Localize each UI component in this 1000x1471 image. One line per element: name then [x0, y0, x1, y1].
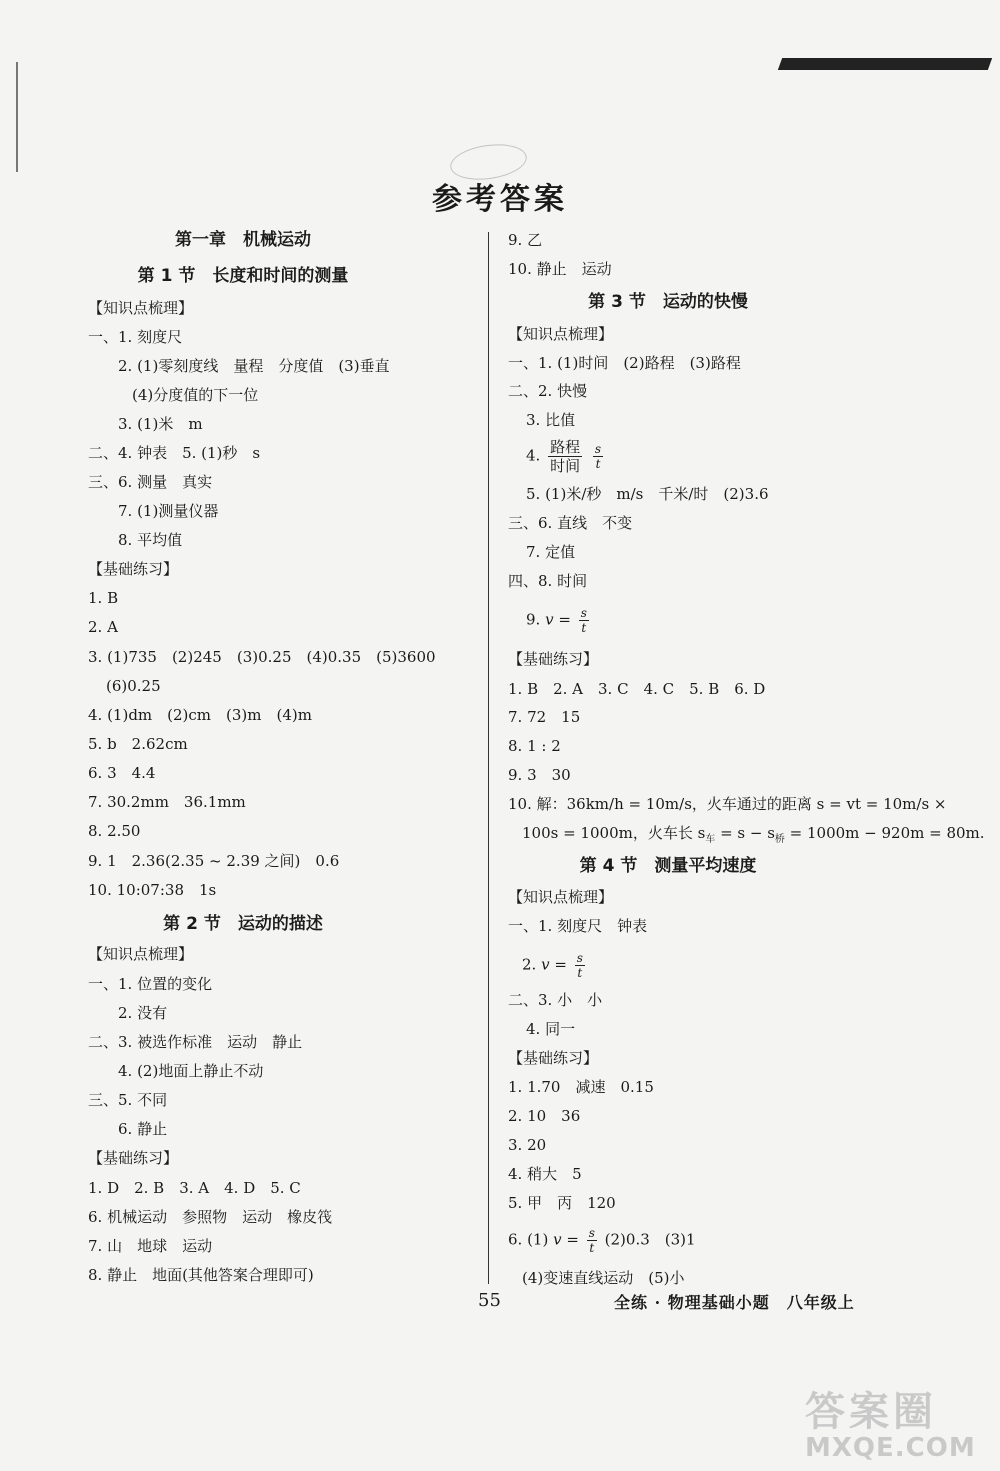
- fraction-denominator: t: [577, 966, 583, 980]
- fraction-numerator: s: [580, 606, 587, 620]
- answer-line: 10. 静止 运动: [508, 260, 612, 278]
- item-number: 6. (1): [508, 1230, 549, 1249]
- word-fraction: [548, 438, 582, 475]
- answer-line: 9. 1 2.36(2.35 ~ 2.39 之间) 0.6: [88, 852, 340, 870]
- answer-line: 一、1. 位置的变化: [88, 975, 213, 993]
- answer-line: (6)0.25: [106, 677, 161, 695]
- answer-line: 9. 3 30: [508, 766, 571, 784]
- text-run: = s − s: [715, 824, 775, 842]
- fraction-numerator: 路程: [550, 438, 581, 456]
- answer-line: 3. (1)米 m: [118, 415, 203, 433]
- answer-line: 6. 静止: [118, 1120, 168, 1138]
- answer-line: 3. (1)735 (2)245 (3)0.25 (4)0.35 (5)3600: [88, 648, 436, 666]
- symbol-fraction: [587, 1226, 597, 1255]
- section-4-heading: 第 4 节 测量平均速度: [579, 856, 757, 876]
- answer-line: 2. 10 36: [508, 1107, 581, 1125]
- answer-line: 8. 平均值: [118, 531, 183, 549]
- answer-line: 6. 机械运动 参照物 运动 橡皮筏: [88, 1208, 333, 1226]
- answer-line: 10. 10:07:38 1s: [88, 881, 217, 899]
- item-number: 2.: [522, 955, 537, 974]
- answer-line: 四、8. 时间: [508, 572, 588, 590]
- answer-line: 6. 3 4.4: [88, 764, 156, 782]
- answer-line: 1. B 2. A 3. C 4. C 5. B 6. D: [508, 680, 766, 698]
- formula-lhs: v =: [541, 955, 567, 974]
- knowledge-label: 【知识点梳理】: [88, 945, 194, 963]
- fraction-denominator: t: [589, 1241, 595, 1255]
- answer-line: 8. 2.50: [88, 822, 141, 840]
- answer-line: 8. 静止 地面(其他答案合理即可): [88, 1266, 314, 1284]
- answer-line: 二、3. 小 小: [508, 991, 603, 1009]
- answer-line: 9. 乙: [508, 231, 543, 249]
- answer-line: 一、1. 刻度尺: [88, 328, 183, 346]
- section-2-heading: 第 2 节 运动的描述: [163, 914, 323, 934]
- knowledge-label: 【知识点梳理】: [508, 888, 614, 906]
- answer-line-formula: [522, 951, 588, 980]
- answer-line: 1. B: [88, 589, 119, 607]
- fraction-numerator: s: [588, 1226, 595, 1240]
- item-number: 4.: [526, 446, 541, 465]
- answer-line: 4. 同一: [526, 1020, 576, 1038]
- fraction-denominator: t: [595, 457, 601, 471]
- chapter-heading: 第一章 机械运动: [175, 230, 311, 250]
- practice-label: 【基础练习】: [508, 1049, 599, 1067]
- watermark-logo-text: 答案圈: [805, 1389, 937, 1435]
- answer-line-formula: [508, 1226, 696, 1255]
- answer-line: 3. 20: [508, 1136, 547, 1154]
- text-run: = 1000m − 920m = 80m.: [784, 824, 985, 842]
- section-3-heading: 第 3 节 运动的快慢: [588, 292, 748, 312]
- page-title: 参考答案: [432, 182, 568, 217]
- watermark-url: MXQE.COM: [805, 1433, 976, 1463]
- fraction-numerator: s: [576, 951, 583, 965]
- practice-label: 【基础练习】: [88, 1149, 179, 1167]
- answer-line: 7. (1)测量仪器: [118, 502, 219, 520]
- answer-line: 2. 没有: [118, 1004, 168, 1022]
- answer-line: 二、2. 快慢: [508, 382, 588, 400]
- book-title: 全练 · 物理基础小题 八年级上: [614, 1293, 855, 1312]
- answer-line: (4)变速直线运动 (5)小: [522, 1269, 685, 1287]
- answer-line: 二、3. 被选作标准 运动 静止: [88, 1033, 303, 1051]
- answer-line: [522, 823, 985, 850]
- answer-line: 1. 1.70 减速 0.15: [508, 1078, 654, 1096]
- answer-line: 7. 定值: [526, 543, 576, 561]
- fraction-denominator: 时间: [550, 457, 581, 475]
- answer-line: 三、6. 测量 真实: [88, 473, 213, 491]
- section-1-heading: 第 1 节 长度和时间的测量: [137, 266, 349, 286]
- fraction-numerator: s: [594, 442, 602, 456]
- answer-line: 10. 解：36km/h = 10m/s，火车通过的距离 s = vt = 10m/s ×: [508, 795, 947, 813]
- symbol-fraction: [579, 606, 589, 635]
- knowledge-label: 【知识点梳理】: [88, 299, 194, 317]
- practice-label: 【基础练习】: [508, 650, 599, 668]
- practice-label: 【基础练习】: [88, 560, 179, 578]
- subscript: 桥: [774, 834, 785, 845]
- column-divider: [488, 232, 489, 1284]
- answer-line: 5. (1)米/秒 m/s 千米/时 (2)3.6: [526, 485, 769, 503]
- answer-line: 一、1. 刻度尺 钟表: [508, 917, 648, 935]
- formula-lhs: v =: [545, 610, 571, 629]
- answer-line: 5. b 2.62cm: [88, 735, 188, 753]
- answer-line-formula: [526, 606, 592, 635]
- symbol-fraction: [593, 442, 603, 471]
- answer-line: 8. 1 : 2: [508, 737, 561, 755]
- answer-line: 2. (1)零刻度线 量程 分度值 (3)垂直: [118, 357, 390, 375]
- answer-line: 4. 稍大 5: [508, 1165, 582, 1183]
- answer-line: 3. 比值: [526, 411, 576, 429]
- answer-line: 4. (2)地面上静止不动: [118, 1062, 264, 1080]
- answer-line: 一、1. (1)时间 (2)路程 (3)路程: [508, 354, 741, 372]
- knowledge-label: 【知识点梳理】: [508, 325, 614, 343]
- answer-line: 7. 72 15: [508, 708, 581, 726]
- item-number: 9.: [526, 610, 541, 629]
- answer-line-fraction: [526, 438, 606, 475]
- symbol-fraction: [575, 951, 585, 980]
- answer-line: 1. D 2. B 3. A 4. D 5. C: [88, 1179, 301, 1197]
- answer-line: 5. 甲 丙 120: [508, 1194, 616, 1212]
- text-run: (2)0.3 (3)1: [604, 1230, 696, 1249]
- scan-edge-line: [16, 62, 18, 172]
- answer-line: (4)分度值的下一位: [132, 386, 259, 404]
- scan-edge-mark: [778, 58, 992, 70]
- watermark: [805, 1380, 976, 1463]
- text-run: 100s = 1000m，火车长 s: [522, 824, 706, 842]
- answer-line: 2. A: [88, 618, 118, 636]
- fraction-denominator: t: [581, 621, 587, 635]
- answer-line: 三、6. 直线 不变: [508, 514, 633, 532]
- subscript: 车: [705, 834, 716, 845]
- answer-line: 4. (1)dm (2)cm (3)m (4)m: [88, 706, 312, 724]
- answer-line: 三、5. 不同: [88, 1091, 168, 1109]
- page-number: 55: [478, 1290, 501, 1311]
- answer-line: 7. 30.2mm 36.1mm: [88, 793, 246, 811]
- answer-line: 二、4. 钟表 5. (1)秒 s: [88, 444, 261, 462]
- formula-lhs: v =: [553, 1230, 579, 1249]
- answer-line: 7. 山 地球 运动: [88, 1237, 213, 1255]
